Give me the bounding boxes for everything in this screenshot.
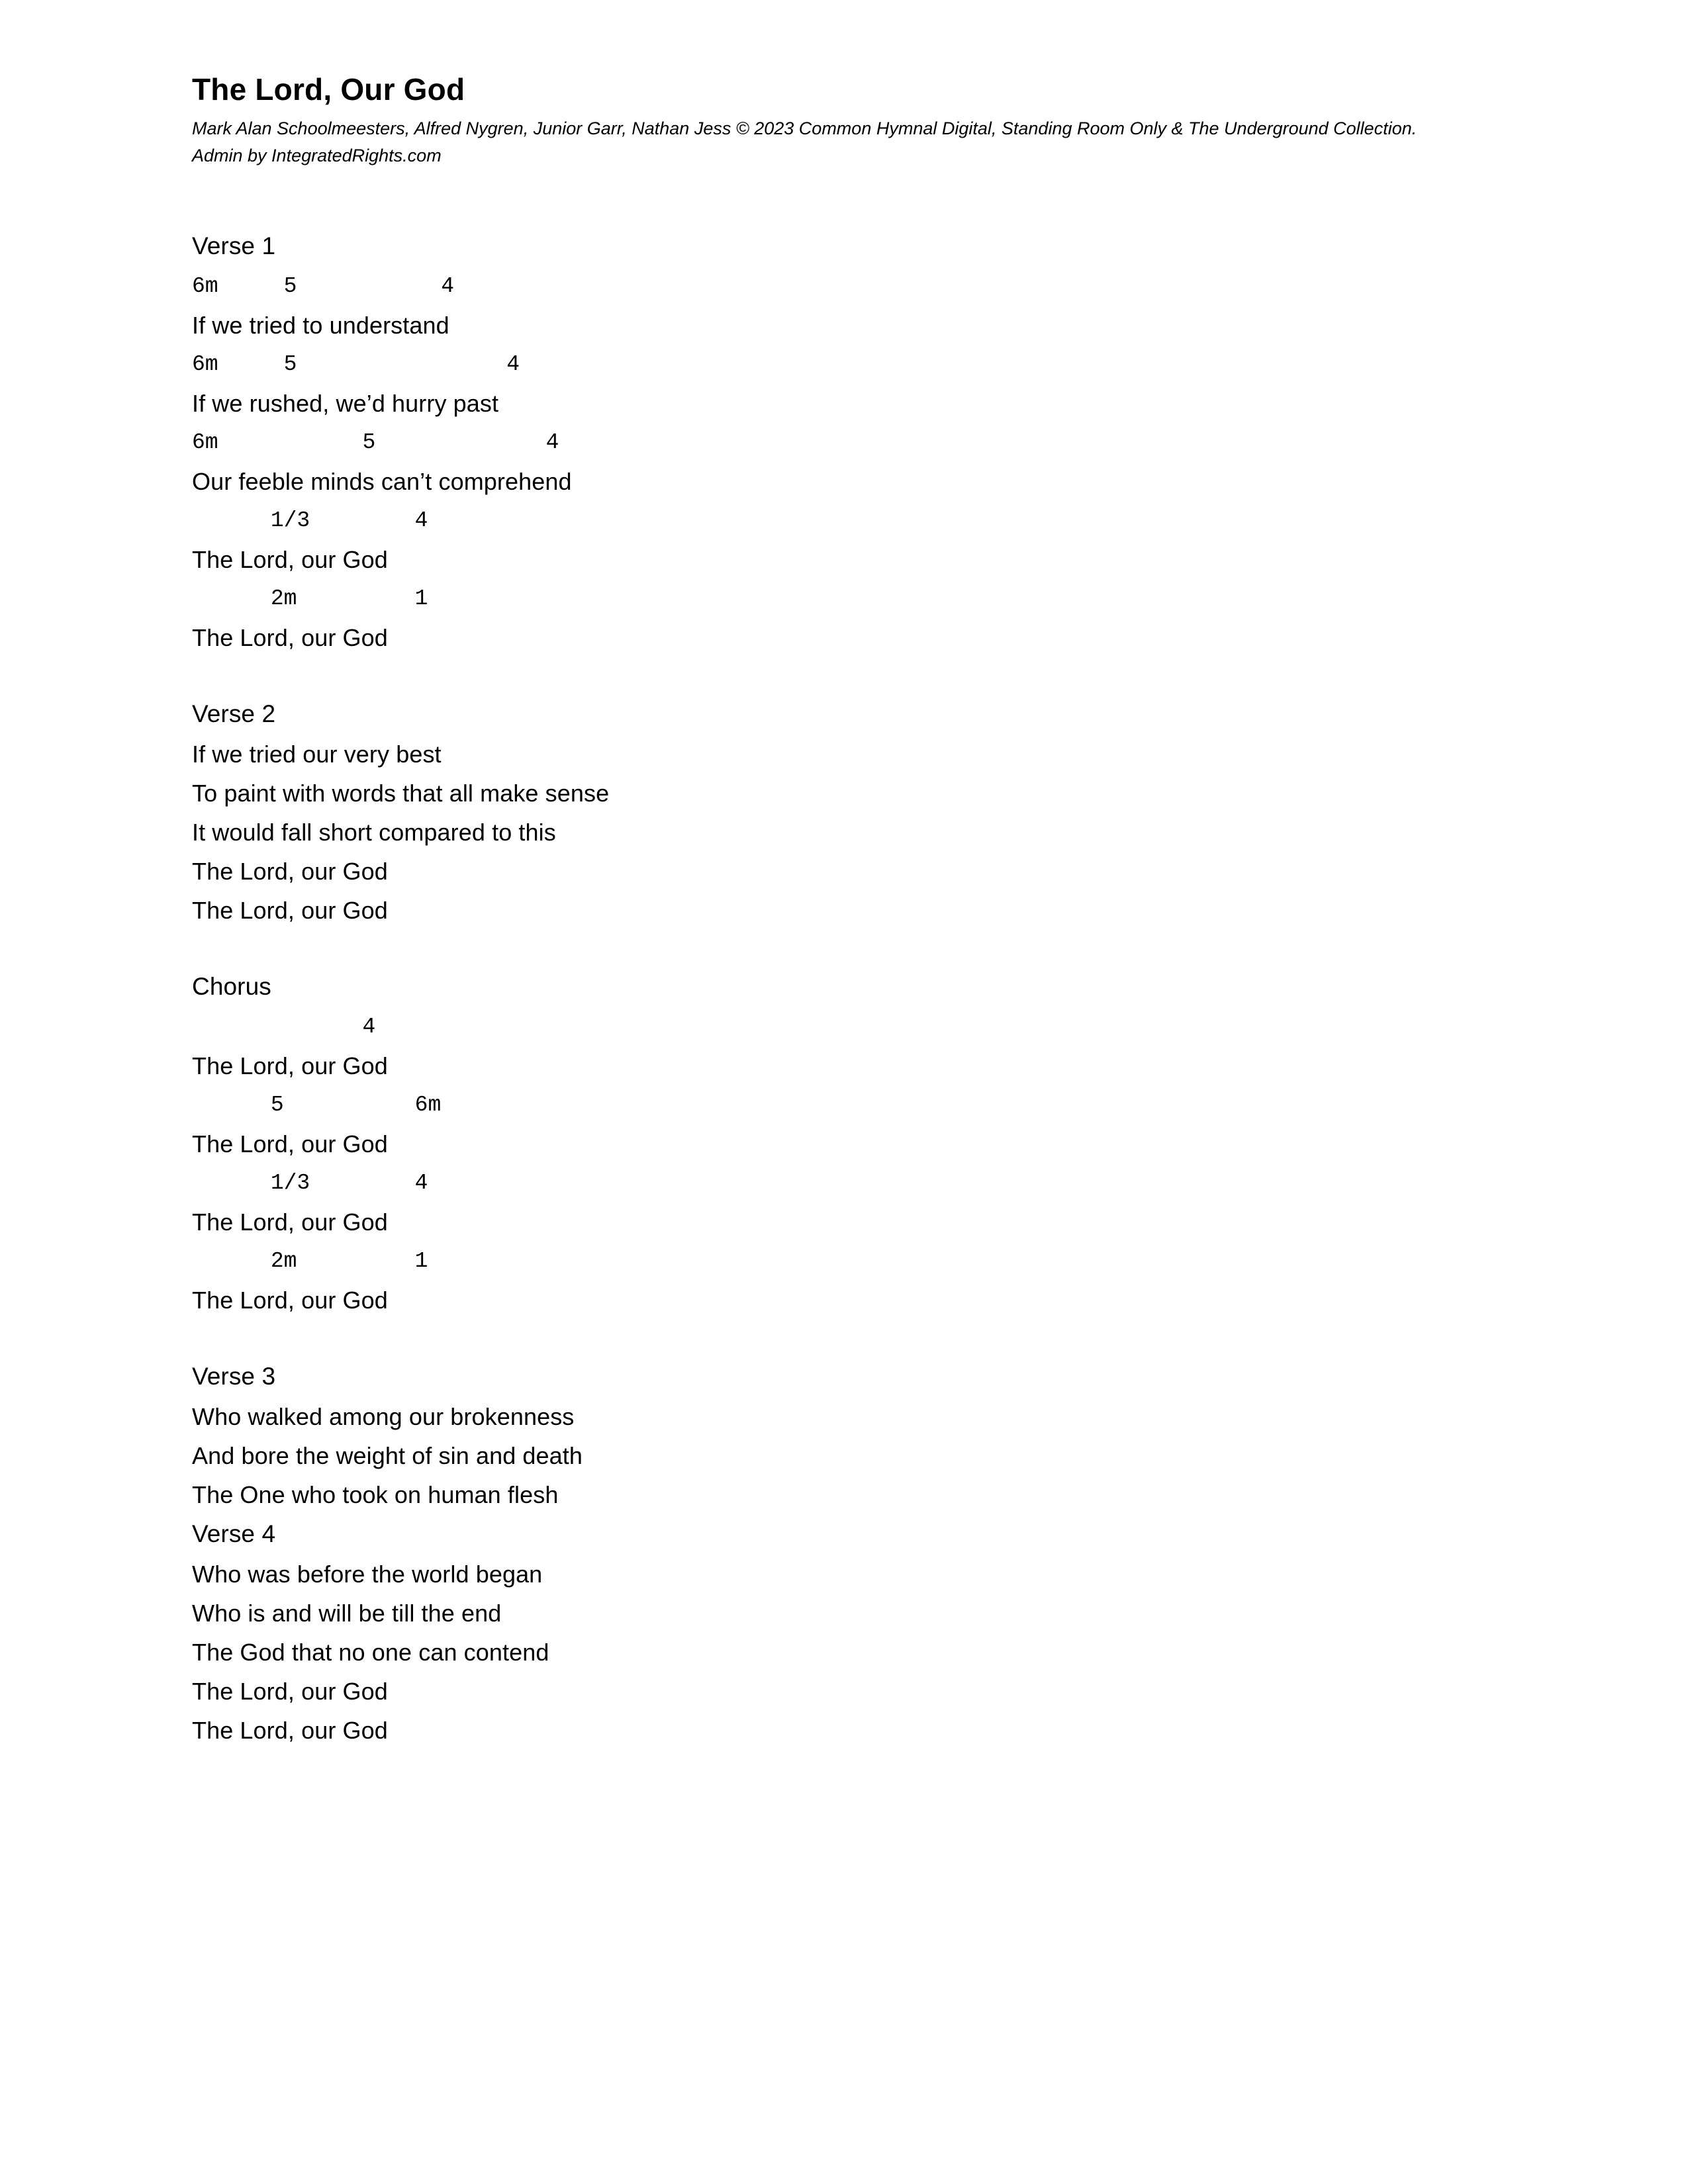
- chord-line: 1/3 4: [192, 1171, 428, 1196]
- lyric-line: The Lord, our God: [192, 1130, 388, 1158]
- lyric-line: The Lord, our God: [192, 1052, 388, 1080]
- lyric-line: The Lord, our God: [192, 624, 388, 652]
- lyric-line: To paint with words that all make sense: [192, 780, 610, 807]
- lyric-line: Who walked among our brokenness: [192, 1403, 575, 1431]
- lyric-line: The Lord, our God: [192, 897, 388, 925]
- lyric-line: Our feeble minds can’t comprehend: [192, 468, 572, 496]
- lyric-line: If we tried to understand: [192, 312, 449, 340]
- section-label: Verse 1: [192, 232, 276, 260]
- page-title: The Lord, Our God: [192, 72, 465, 107]
- lyric-line: The Lord, our God: [192, 1677, 388, 1705]
- lyric-line: The Lord, our God: [192, 546, 388, 574]
- chord-line: 2m 1: [192, 1249, 428, 1274]
- chord-line: 5 6m: [192, 1093, 442, 1118]
- section-label: Verse 4: [192, 1520, 276, 1548]
- lyric-line: The Lord, our God: [192, 858, 388, 886]
- lyric-line: The Lord, our God: [192, 1287, 388, 1314]
- lyric-line: The Lord, our God: [192, 1716, 388, 1744]
- lyric-line: It would fall short compared to this: [192, 819, 556, 846]
- section-label: Verse 3: [192, 1363, 276, 1390]
- section-label: Verse 2: [192, 700, 276, 728]
- song-section: [192, 694, 1529, 930]
- chord-line: 1/3 4: [192, 508, 428, 533]
- lyric-line: Who was before the world began: [192, 1560, 543, 1588]
- lyric-line: Who is and will be till the end: [192, 1599, 502, 1627]
- chord-line: 4: [192, 1014, 376, 1039]
- chord-line: 6m 5 4: [192, 274, 455, 298]
- song-section: [192, 1357, 1529, 1514]
- song-section: [192, 967, 1529, 1320]
- lyric-line: The Lord, our God: [192, 1208, 388, 1236]
- lyric-line: The God that no one can contend: [192, 1638, 549, 1666]
- section-label: Chorus: [192, 973, 271, 1001]
- song-section: [192, 1514, 1529, 1750]
- song-body: [192, 226, 1529, 1750]
- chord-line: 6m 5 4: [192, 352, 520, 377]
- lyric-line: If we rushed, we’d hurry past: [192, 390, 499, 418]
- credits-line: Mark Alan Schoolmeesters, Alfred Nygren, Junior Garr, Nathan Jess © 2023 Common Hymnal Digital, Standing Room Only & The Underground Collection. Admin by IntegratedRights.com: [192, 118, 1417, 166]
- lyric-line: And bore the weight of sin and death: [192, 1442, 583, 1470]
- chord-line: 2m 1: [192, 586, 428, 612]
- song-section: [192, 226, 1529, 657]
- chord-line: 6m 5 4: [192, 430, 559, 455]
- lyric-line: If we tried our very best: [192, 741, 442, 768]
- lyric-line: The One who took on human flesh: [192, 1481, 559, 1509]
